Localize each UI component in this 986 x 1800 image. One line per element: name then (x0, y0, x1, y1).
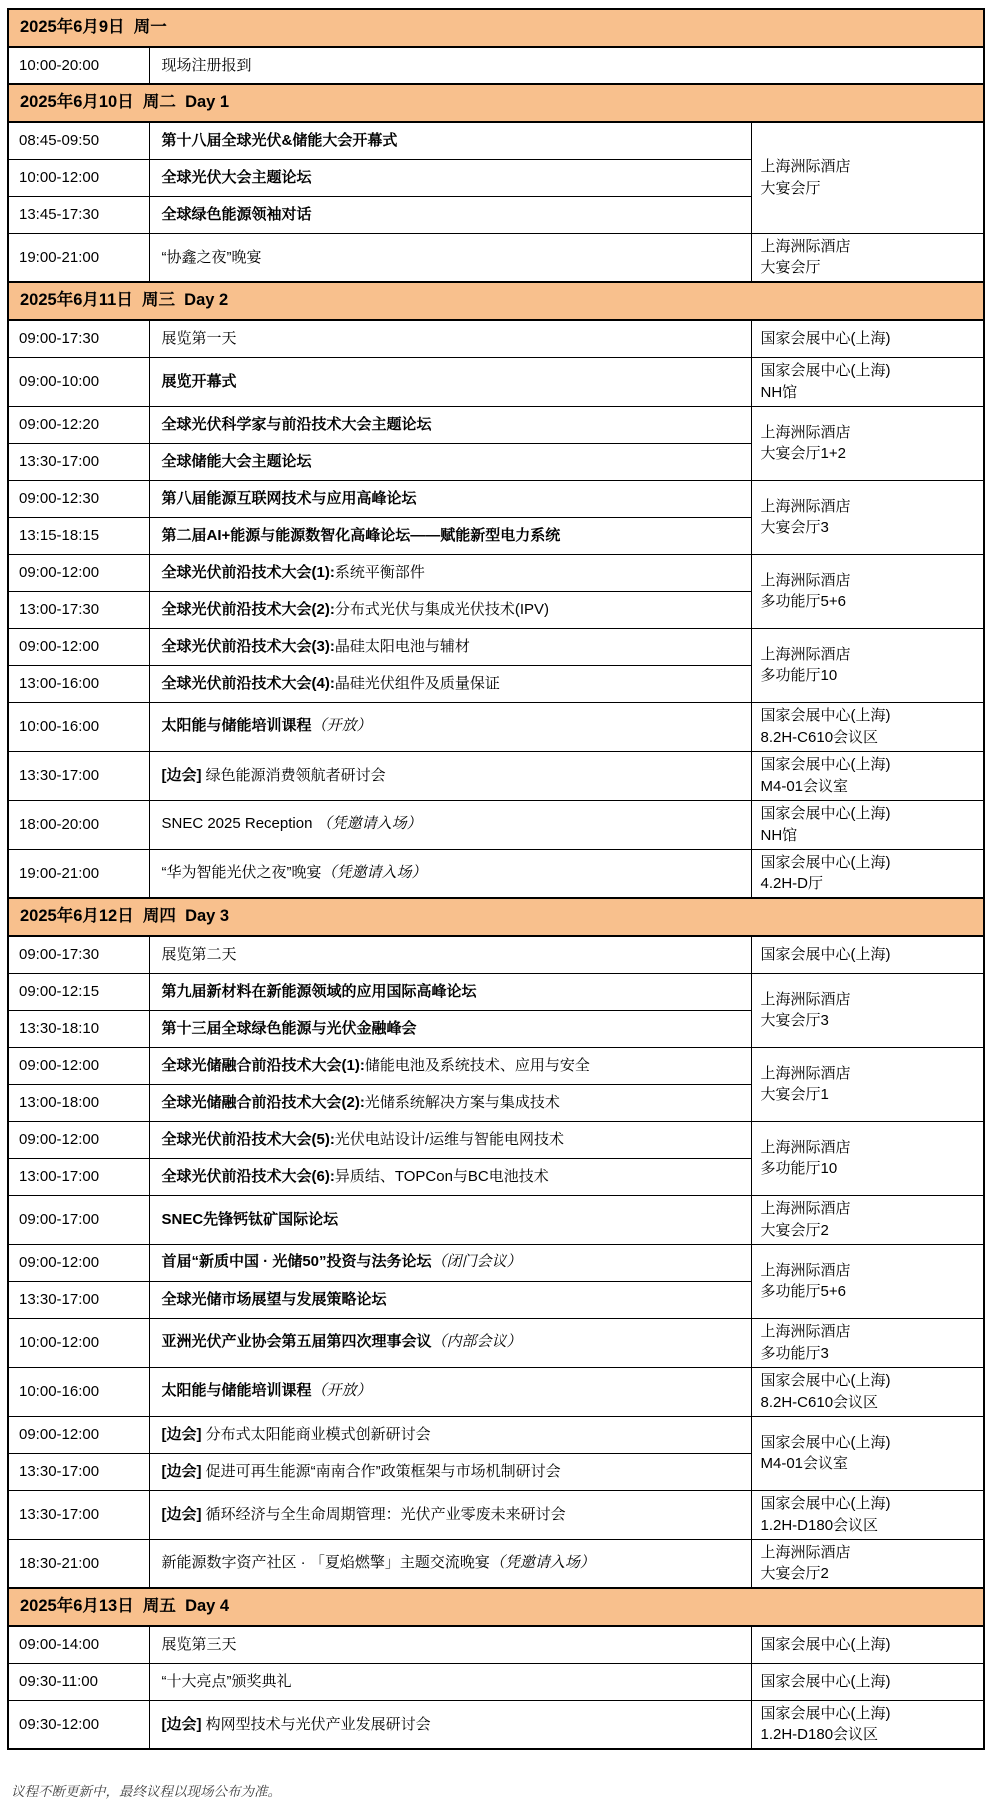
location-cell (751, 1490, 984, 1539)
title-segment: 全球光储市场展望与发展策略论坛 (161, 1290, 387, 1308)
time-cell: 13:30-17:00 (8, 1490, 149, 1539)
day-header-row (8, 1588, 984, 1626)
location-cell (751, 1416, 984, 1490)
title-segment: 全球绿色能源领袖对话 (161, 205, 312, 223)
title-segment: 第十三届全球绿色能源与光伏金融峰会 (161, 1019, 417, 1037)
event-title-cell (149, 1047, 751, 1084)
time-cell: 10:00-20:00 (8, 47, 149, 84)
event-title-cell (149, 357, 751, 406)
time-cell: 13:00-16:00 (8, 665, 149, 702)
schedule-row (8, 320, 984, 357)
schedule-row (8, 357, 984, 406)
location-line: 上海洲际酒店 (760, 1323, 851, 1341)
location-cell (751, 1121, 984, 1195)
time-cell: 09:30-11:00 (8, 1663, 149, 1700)
schedule-row (8, 628, 984, 665)
location-line: 上海洲际酒店 (760, 423, 851, 441)
schedule-row (8, 1367, 984, 1416)
location-line: 国家会展中心(上海) (760, 707, 891, 725)
location-cell (751, 849, 984, 898)
event-title-cell (149, 1121, 751, 1158)
location-cell (751, 1047, 984, 1121)
day-header-row (8, 898, 984, 936)
event-title-cell (149, 196, 751, 233)
title-segment: （凭邀请入场） (321, 865, 427, 881)
event-title-cell (149, 233, 751, 282)
time-cell: 09:00-12:00 (8, 628, 149, 665)
title-segment: 全球光伏前沿技术大会(1): (161, 563, 335, 581)
schedule-row (8, 480, 984, 517)
title-segment: 亚洲光伏产业协会第五届第四次理事会议 (161, 1333, 432, 1351)
location-cell (751, 973, 984, 1047)
event-title-cell (149, 1084, 751, 1121)
schedule-row (8, 1047, 984, 1084)
event-title-cell (149, 1318, 751, 1367)
title-segment: 异质结、TOPCon与BC电池技术 (334, 1167, 549, 1185)
title-segment: （开放） (311, 1383, 372, 1400)
location-cell (751, 1626, 984, 1663)
location-cell (751, 1539, 984, 1588)
day-header: 2025年6月12日 周四 Day 3 (8, 898, 984, 936)
location-line: 多功能厅10 (760, 1160, 838, 1177)
title-segment: 全球光伏大会主题论坛 (161, 168, 312, 186)
title-segment: 全球光伏前沿技术大会(3): (161, 637, 335, 655)
event-title-cell (149, 591, 751, 628)
event-title-cell (149, 1281, 751, 1318)
title-segment: 第九届新材料在新能源领域的应用国际高峰论坛 (161, 982, 477, 1000)
title-segment: “十大亮点”颁奖典礼 (161, 1672, 292, 1690)
location-line: 4.2H-D厅 (760, 875, 824, 893)
time-cell: 13:45-17:30 (8, 196, 149, 233)
event-title-cell (149, 480, 751, 517)
schedule-row (8, 1195, 984, 1244)
event-title-cell (149, 406, 751, 443)
time-cell: 13:00-17:30 (8, 591, 149, 628)
location-cell (751, 1318, 984, 1367)
event-title-cell (149, 751, 751, 800)
time-cell: 13:00-18:00 (8, 1084, 149, 1121)
title-segment: 绿色能源消费领航者研讨会 (201, 766, 386, 784)
title-segment: 展览第二天 (161, 946, 237, 963)
footer-note: 议程不断更新中，最终议程以现场公布为准。 (11, 1784, 281, 1799)
event-title-cell (149, 702, 751, 751)
title-segment: 晶硅光伏组件及质量保证 (334, 674, 500, 692)
title-segment: [边会] (161, 1505, 202, 1523)
title-segment: SNEC先锋钙钛矿国际论坛 (161, 1210, 339, 1228)
location-line: 大宴会厅1+2 (760, 445, 846, 462)
location-line: 大宴会厅 (760, 259, 821, 277)
title-segment: 全球光储融合前沿技术大会(2): (161, 1093, 365, 1111)
location-line: 国家会展中心(上海) (760, 853, 891, 871)
title-segment: （内部会议） (431, 1334, 522, 1351)
title-segment: 展览开幕式 (161, 372, 237, 390)
title-segment: [边会] (161, 1462, 202, 1480)
time-cell: 09:00-12:00 (8, 554, 149, 591)
location-line: 上海洲际酒店 (760, 1064, 851, 1082)
time-cell: 09:00-12:00 (8, 1121, 149, 1158)
location-cell (751, 800, 984, 849)
title-segment: 太阳能与储能培训课程 (161, 1382, 312, 1400)
location-line: 上海洲际酒店 (760, 1138, 851, 1156)
event-title-cell (149, 1367, 751, 1416)
schedule-row (8, 233, 984, 282)
schedule-row (8, 1416, 984, 1453)
location-line: 8.2H-C610会议区 (760, 1393, 879, 1411)
title-segment: SNEC 2025 Reception (161, 815, 317, 833)
title-segment: “华为智能光伏之夜”晚宴 (161, 864, 322, 881)
location-cell (751, 406, 984, 480)
event-title-cell (149, 1663, 751, 1700)
schedule-row (8, 702, 984, 751)
location-line: 1.2H-D180会议区 (760, 1516, 879, 1534)
day-header-row (8, 282, 984, 320)
schedule-row (8, 1663, 984, 1700)
event-title-cell (149, 320, 751, 357)
time-cell: 10:00-12:00 (8, 1318, 149, 1367)
location-line: 国家会展中心(上海) (760, 330, 891, 348)
title-segment: 系统平衡部件 (334, 563, 425, 581)
schedule-row (8, 1121, 984, 1158)
location-cell (751, 1367, 984, 1416)
time-cell: 13:30-18:10 (8, 1010, 149, 1047)
location-line: 多功能厅5+6 (760, 593, 846, 610)
time-cell: 13:30-17:00 (8, 443, 149, 480)
title-segment: 展览第一天 (161, 330, 237, 347)
time-cell: 18:00-20:00 (8, 800, 149, 849)
title-segment: 分布式光伏与集成光伏技术(IPV) (334, 600, 550, 618)
location-line: 多功能厅10 (760, 667, 838, 684)
location-line: 大宴会厅2 (760, 1565, 829, 1583)
title-segment: 第十八届全球光伏&储能大会开幕式 (161, 132, 398, 149)
day-header: 2025年6月9日 周一 (8, 9, 984, 47)
schedule-row (8, 751, 984, 800)
title-segment: 全球光伏前沿技术大会(2): (161, 600, 335, 618)
location-line: M4-01会议室 (760, 1455, 849, 1472)
schedule-row (8, 1700, 984, 1749)
event-title-cell (149, 1158, 751, 1195)
event-title-cell (149, 1626, 751, 1663)
time-cell: 09:00-12:00 (8, 1244, 149, 1281)
location-cell (751, 1663, 984, 1700)
title-segment: （凭邀请入场） (489, 1555, 595, 1571)
title-segment: （闭门会议） (431, 1254, 522, 1271)
title-segment: 全球光储融合前沿技术大会(1): (161, 1056, 365, 1074)
title-segment: 太阳能与储能培训课程 (161, 717, 312, 735)
time-cell: 09:00-12:30 (8, 480, 149, 517)
title-segment: “协鑫之夜”晚宴 (161, 248, 262, 266)
location-line: 上海洲际酒店 (760, 497, 851, 515)
time-cell: 13:00-17:00 (8, 1158, 149, 1195)
schedule-row (8, 800, 984, 849)
time-cell: 09:00-17:30 (8, 936, 149, 973)
event-title-cell (149, 1700, 751, 1749)
title-segment: （凭邀请入场） (316, 816, 422, 833)
schedule-row (8, 122, 984, 159)
event-title-cell (149, 936, 751, 973)
time-cell: 10:00-12:00 (8, 159, 149, 196)
time-cell: 19:00-21:00 (8, 233, 149, 282)
title-segment: 促进可再生能源“南南合作”政策框架与市场机制研讨会 (201, 1462, 561, 1480)
event-title-cell (149, 1490, 751, 1539)
event-title-cell (149, 517, 751, 554)
title-segment: 展览第三天 (161, 1636, 237, 1653)
event-title-cell (149, 1010, 751, 1047)
event-title-cell (149, 47, 984, 84)
location-cell (751, 702, 984, 751)
location-line: 8.2H-C610会议区 (760, 728, 879, 746)
title-segment: 光储系统解决方案与集成技术 (364, 1093, 560, 1111)
event-title-cell (149, 628, 751, 665)
location-line: 国家会展中心(上海) (760, 1704, 891, 1722)
schedule-row (8, 849, 984, 898)
schedule-row (8, 1539, 984, 1588)
title-segment: 全球光伏科学家与前沿技术大会主题论坛 (161, 415, 432, 433)
title-segment: [边会] (161, 766, 202, 784)
time-cell: 09:00-10:00 (8, 357, 149, 406)
event-title-cell (149, 849, 751, 898)
title-segment: 第八届能源互联网技术与应用高峰论坛 (161, 489, 417, 507)
event-title-cell (149, 554, 751, 591)
location-cell (751, 480, 984, 554)
title-segment: [边会] (161, 1425, 202, 1443)
title-segment: （开放） (311, 718, 372, 735)
location-line: 国家会展中心(上海) (760, 1636, 891, 1654)
schedule-row (8, 1490, 984, 1539)
location-line: 国家会展中心(上海) (760, 1672, 891, 1690)
location-line: 上海洲际酒店 (760, 990, 851, 1008)
location-line: 上海洲际酒店 (760, 237, 851, 255)
title-segment: 全球光伏前沿技术大会(5): (161, 1130, 335, 1148)
schedule-row (8, 47, 984, 84)
location-line: 上海洲际酒店 (760, 645, 851, 663)
title-segment: 全球储能大会主题论坛 (161, 452, 312, 470)
location-line: NH馆 (760, 383, 798, 401)
location-line: M4-01会议室 (760, 777, 849, 795)
location-line: 国家会展中心(上海) (760, 1372, 891, 1390)
location-line: 上海洲际酒店 (760, 1261, 851, 1279)
conference-agenda-table (7, 8, 985, 1750)
title-segment: 光伏电站设计/运维与智能电网技术 (334, 1130, 565, 1148)
time-cell: 09:30-12:00 (8, 1700, 149, 1749)
time-cell: 13:15-18:15 (8, 517, 149, 554)
event-title-cell (149, 1195, 751, 1244)
schedule-row (8, 1318, 984, 1367)
location-line: 大宴会厅3 (760, 1012, 829, 1029)
title-segment: 构网型技术与光伏产业发展研讨会 (201, 1715, 431, 1733)
location-line: 上海洲际酒店 (760, 158, 851, 176)
title-segment: 现场注册报到 (161, 56, 252, 74)
location-cell (751, 1244, 984, 1318)
time-cell: 09:00-17:30 (8, 320, 149, 357)
location-line: 多功能厅5+6 (760, 1283, 846, 1300)
location-line: 国家会展中心(上海) (760, 1495, 891, 1513)
time-cell: 08:45-09:50 (8, 122, 149, 159)
location-line: 上海洲际酒店 (760, 571, 851, 589)
time-cell: 10:00-16:00 (8, 1367, 149, 1416)
schedule-row (8, 936, 984, 973)
day-header: 2025年6月13日 周五 Day 4 (8, 1588, 984, 1626)
location-cell (751, 751, 984, 800)
location-line: 国家会展中心(上海) (760, 946, 891, 964)
schedule-row (8, 1626, 984, 1663)
location-line: 大宴会厅2 (760, 1221, 829, 1239)
location-line: 上海洲际酒店 (760, 1543, 851, 1561)
time-cell: 09:00-17:00 (8, 1195, 149, 1244)
location-line: 国家会展中心(上海) (760, 805, 891, 823)
title-segment: 储能电池及系统技术、应用与安全 (364, 1056, 590, 1074)
location-cell (751, 1195, 984, 1244)
event-title-cell (149, 122, 751, 159)
location-cell (751, 122, 984, 233)
event-title-cell (149, 1453, 751, 1490)
title-segment: 分布式太阳能商业模式创新研讨会 (201, 1425, 431, 1443)
title-segment: 全球光伏前沿技术大会(4): (161, 674, 335, 692)
time-cell: 19:00-21:00 (8, 849, 149, 898)
location-line: 大宴会厅 (760, 179, 821, 197)
location-line: 1.2H-D180会议区 (760, 1726, 879, 1744)
day-header: 2025年6月10日 周二 Day 1 (8, 84, 984, 122)
title-segment: 全球光伏前沿技术大会(6): (161, 1167, 335, 1185)
location-line: 多功能厅3 (760, 1344, 829, 1362)
event-title-cell (149, 1416, 751, 1453)
time-cell: 10:00-16:00 (8, 702, 149, 751)
time-cell: 09:00-12:15 (8, 973, 149, 1010)
time-cell: 09:00-14:00 (8, 1626, 149, 1663)
location-line: 国家会展中心(上海) (760, 756, 891, 774)
time-cell: 13:30-17:00 (8, 1281, 149, 1318)
day-header-row (8, 84, 984, 122)
day-header: 2025年6月11日 周三 Day 2 (8, 282, 984, 320)
schedule-row (8, 973, 984, 1010)
event-title-cell (149, 1244, 751, 1281)
event-title-cell (149, 973, 751, 1010)
location-cell (751, 936, 984, 973)
time-cell: 09:00-12:20 (8, 406, 149, 443)
location-line: 大宴会厅3 (760, 519, 829, 536)
event-title-cell (149, 1539, 751, 1588)
title-segment: 第二届AI+能源与能源数智化高峰论坛——赋能新型电力系统 (161, 526, 561, 544)
time-cell: 13:30-17:00 (8, 1453, 149, 1490)
title-segment: 首届“新质中国 · 光储50”投资与法务论坛 (161, 1253, 432, 1271)
title-segment: 晶硅太阳电池与辅材 (334, 637, 470, 655)
title-segment: 循环经济与全生命周期管理：光伏产业零废未来研讨会 (201, 1505, 566, 1523)
title-segment: [边会] (161, 1715, 202, 1733)
location-cell (751, 320, 984, 357)
event-title-cell (149, 443, 751, 480)
schedule-row (8, 406, 984, 443)
location-line: 上海洲际酒店 (760, 1200, 851, 1218)
location-line: NH馆 (760, 826, 798, 844)
location-line: 国家会展中心(上海) (760, 362, 891, 380)
schedule-row (8, 1244, 984, 1281)
time-cell: 18:30-21:00 (8, 1539, 149, 1588)
schedule-row (8, 554, 984, 591)
location-cell (751, 233, 984, 282)
location-line: 国家会展中心(上海) (760, 1433, 891, 1451)
time-cell: 09:00-12:00 (8, 1047, 149, 1084)
location-cell (751, 357, 984, 406)
location-cell (751, 1700, 984, 1749)
event-title-cell (149, 159, 751, 196)
time-cell: 09:00-12:00 (8, 1416, 149, 1453)
event-title-cell (149, 665, 751, 702)
location-cell (751, 628, 984, 702)
schedule-table-body (8, 9, 984, 1749)
location-line: 大宴会厅1 (760, 1086, 829, 1103)
event-title-cell (149, 800, 751, 849)
location-cell (751, 554, 984, 628)
time-cell: 13:30-17:00 (8, 751, 149, 800)
day-header-row (8, 9, 984, 47)
title-segment: 新能源数字资产社区 · 「夏焰燃擎」主题交流晚宴 (161, 1554, 490, 1571)
